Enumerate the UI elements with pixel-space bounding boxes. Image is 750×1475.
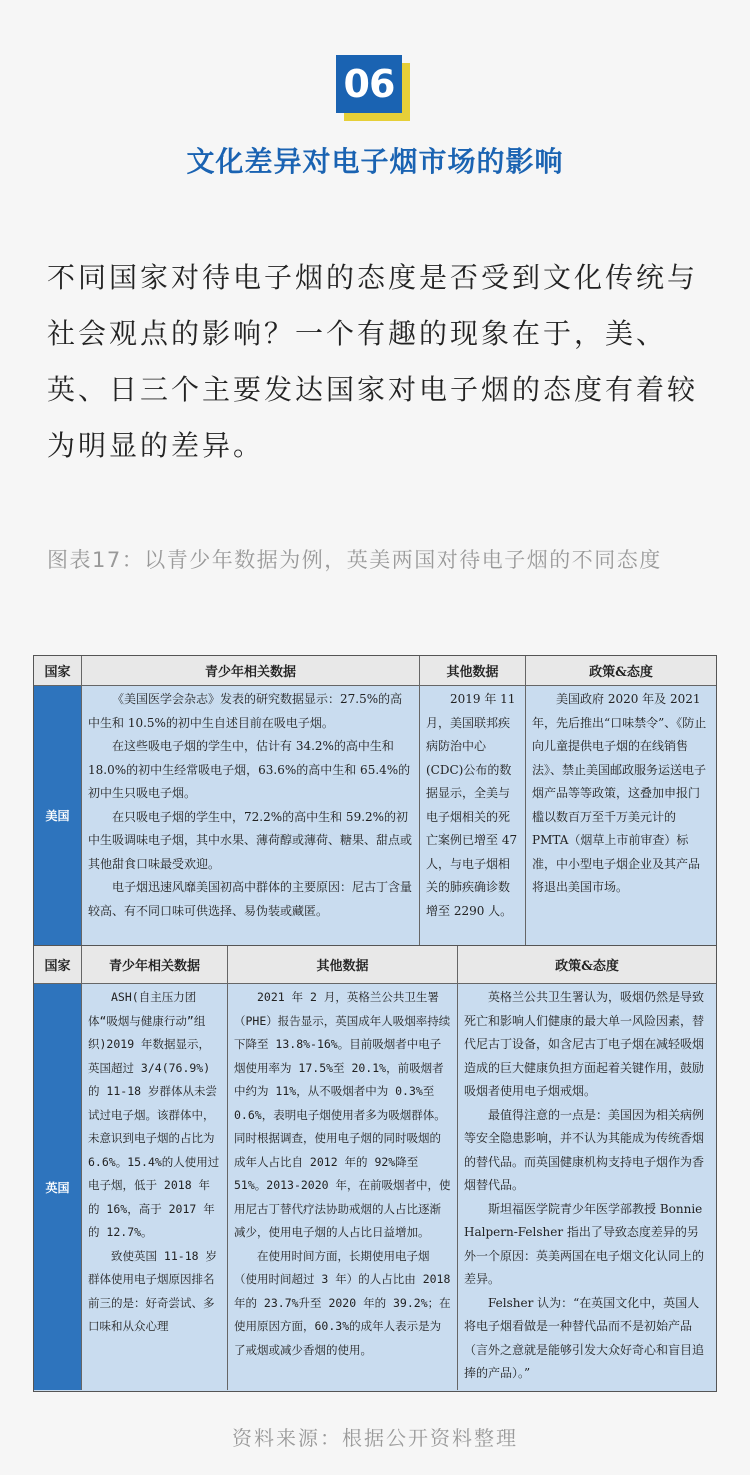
- t2-header-youth: 青少年相关数据: [82, 946, 228, 984]
- t2-policy-cell: [458, 984, 716, 1390]
- t2-policy-para: 英格兰公共卫生署认为，吸烟仍然是导致死亡和影响人们健康的最大单一风险因素，替代尼古丁设备，如含尼古丁电子烟在减轻吸烟造成的巨大健康负担方面起着关键作用，鼓励吸烟者使用电子烟戒烟。: [464, 990, 705, 1098]
- t1-youth-para: 电子烟迅速风靡美国初高中群体的主要原因：尼古丁含量较高、有不同口味可供选择、易伪装或藏匿。: [88, 880, 413, 918]
- t2-policy-para: 最值得注意的一点是：美国因为相关病例等安全隐患影响，并不认为其能成为传统香烟的替代品。而英国健康机构支持电子烟作为香烟替代品。: [464, 1107, 705, 1192]
- t2-country-label: 英国: [34, 984, 82, 1390]
- t1-header-other: 其他数据: [420, 656, 526, 686]
- t2-other-cell: [228, 984, 458, 1390]
- t1-youth-para: 在这些吸电子烟的学生中，估计有 34.2%的高中生和 18.0%的初中生经常吸电子烟，63.6%的高中生和 65.4%的初中生只吸电子烟。: [88, 739, 411, 800]
- intro-paragraph: 不同国家对待电子烟的态度是否受到文化传统与社会观点的影响？一个有趣的现象在于，美、英、日三个主要发达国家对电子烟的态度有着较为明显的差异。: [47, 261, 699, 462]
- t1-header-youth: 青少年相关数据: [82, 656, 420, 686]
- source-note: 资料来源：根据公开资料整理: [232, 1426, 518, 1450]
- t1-country-label: 美国: [34, 686, 82, 945]
- t1-youth-para: 在只吸电子烟的学生中，72.2%的高中生和 59.2%的初中生吸调味电子烟，其中水果、薄荷醇或薄荷、糖果、甜点或其他甜食口味最受欢迎。: [88, 809, 413, 871]
- t1-header-policy: 政策&态度: [526, 656, 716, 686]
- figure-caption: 图表17：以青少年数据为例，英美两国对待电子烟的不同态度: [47, 548, 662, 572]
- t2-policy-para: Felsher 认为：“在英国文化中，英国人将电子烟看做是一种替代品而不是初始产品（言外之意就是能够引发大众好奇心和盲目追捧的产品）。”: [464, 1295, 705, 1380]
- t1-youth-cell: [82, 686, 420, 945]
- section-badge: [336, 55, 416, 123]
- t1-youth-para: 《美国医学会杂志》发表的研究数据显示：27.5%的高中生和 10.5%的初中生自述目前在吸电子烟。: [88, 692, 403, 730]
- t2-youth-cell: [82, 984, 228, 1390]
- t2-other-para: 在使用时间方面，长期使用电子烟（使用时间超过 3 年）的人占比由 2018 年的 23.7%升至 2020 年的 39.2%；在使用原因方面，60.3%的成年人表示是为了戒烟或减少香烟的使用。: [234, 1248, 451, 1357]
- section-number: 06: [336, 55, 402, 113]
- t2-other-para: 2021 年 2 月，英格兰公共卫生署（PHE）报告显示，英国成年人吸烟率持续下降至 13.8%-16%。目前吸烟者中电子烟使用率为 17.5%至 20.1%，前吸烟者中约为 11%，从不吸烟者中为 0.3%至 0.6%，表明电子烟使用者多为吸烟群体。同时根据调查，使用电子烟的同时吸烟的成年人占比自 2012 年的 92%降至 51%。2013-2020 年，在前吸烟者中，使用尼古丁替代疗法协助戒烟的人占比逐渐减少，使用电子烟的人占比日益增加。: [234, 990, 451, 1239]
- t2-header-other: 其他数据: [228, 946, 458, 984]
- t1-policy-cell: [526, 686, 716, 945]
- t2-youth-para: ASH(自主压力团体“吸烟与健康行动”组织)2019 年数据显示，英国超过 3/4(76.9%)的 11-18 岁群体从未尝试过电子烟。该群体中，未意识到电子烟的占比为 6.6%。15.4%的人使用过电子烟，低于 2018 年的 16%，高于 2017 年的 12.7%。: [88, 990, 220, 1239]
- t1-header-country: 国家: [34, 656, 82, 686]
- t2-youth-para: 致使英国 11-18 岁群体使用电子烟原因排名前三的是：好奇尝试、多口味和从众心理: [88, 1248, 217, 1333]
- t1-other-para: 2019 年 11 月，美国联邦疾病防治中心(CDC)公布的数据显示，全美与电子烟相关的死亡案例已增至 47 人，与电子烟相关的肺疾确诊数增至 2290 人。: [426, 692, 518, 918]
- t1-other-cell: [420, 686, 526, 945]
- t1-policy-para: 美国政府 2020 年及 2021 年，先后推出“口味禁令”、《防止向儿童提供电子烟的在线销售法》、禁止美国邮政服务运送电子烟产品等等政策，这叠加申报门槛以数百万至千万美元计的 PMTA（烟草上市前审查）标准，中小型电子烟企业及其产品将退出美国市场。: [532, 692, 707, 894]
- section-title: 文化差异对电子烟市场的影响: [186, 145, 564, 178]
- comparison-table: [33, 655, 717, 1392]
- t2-header-country: 国家: [34, 946, 82, 984]
- t2-policy-para: 斯坦福医学院青少年医学部教授 Bonnie Halpern-Felsher 指出了导致态度差异的另外一个原因：英美两国在电子烟文化认同上的差异。: [464, 1201, 705, 1286]
- t2-header-policy: 政策&态度: [458, 946, 716, 984]
